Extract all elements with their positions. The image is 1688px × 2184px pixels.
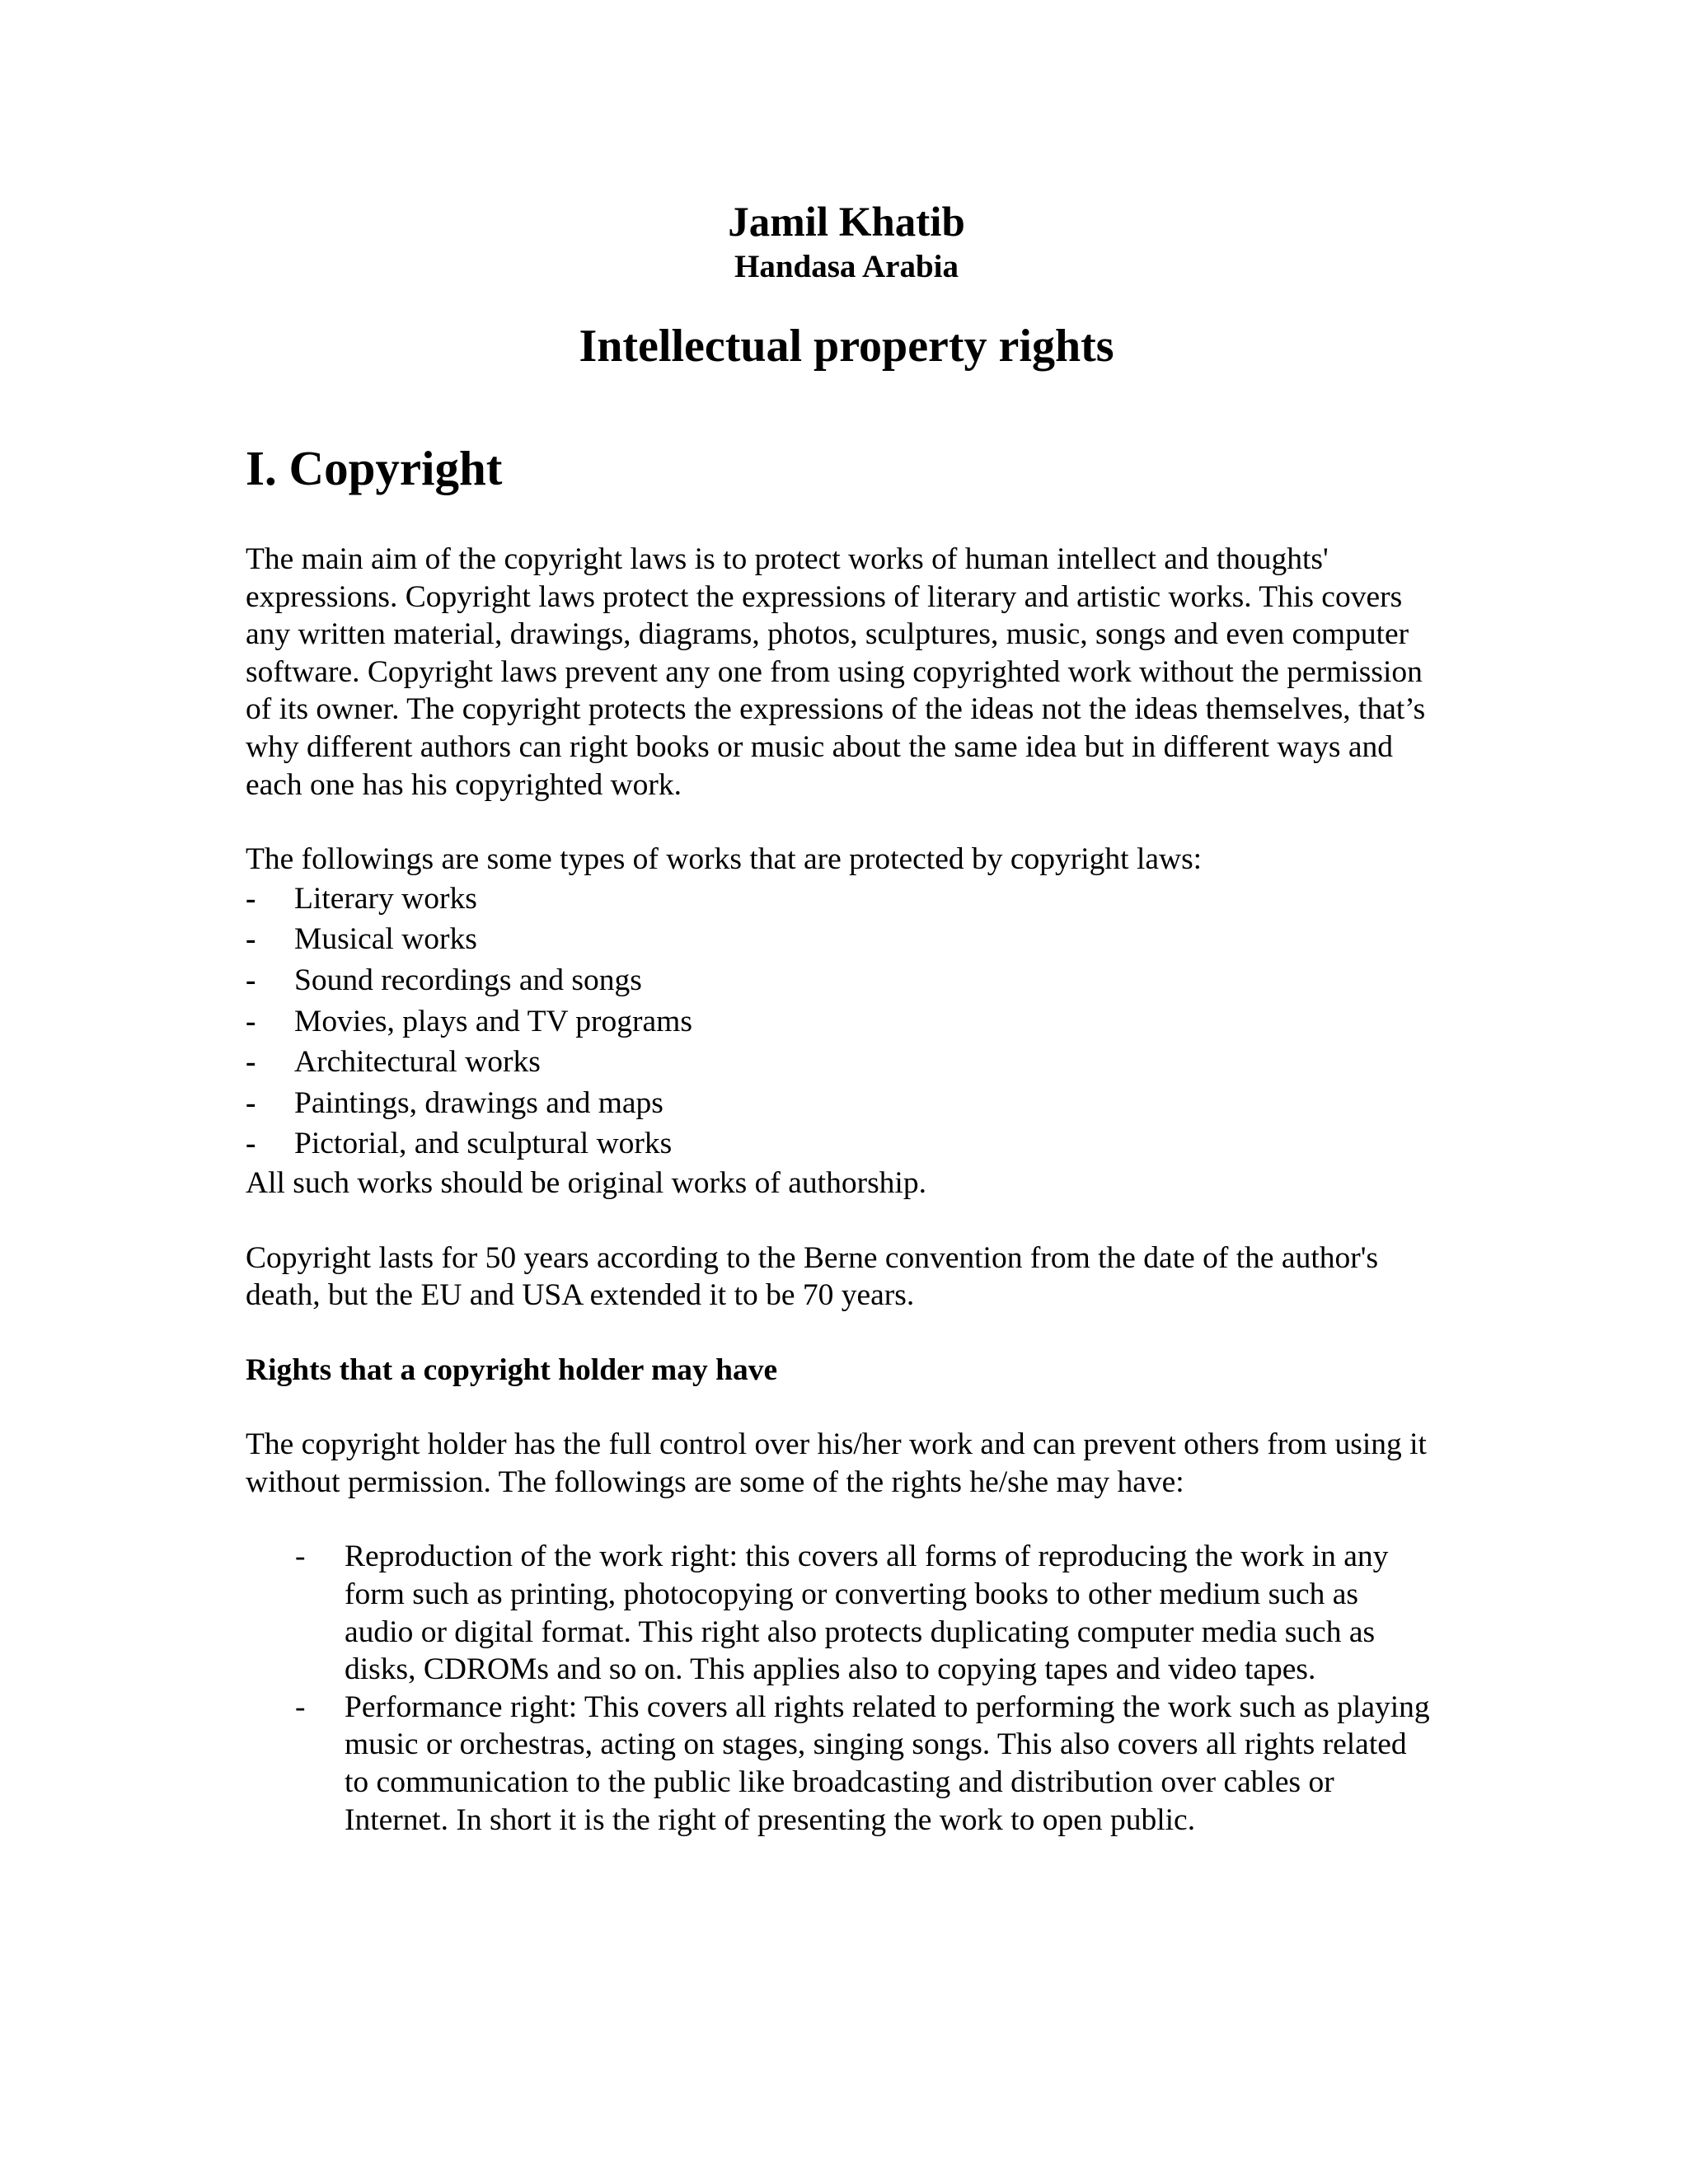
list-item (246, 960, 1432, 1001)
work-types-intro: The followings are some types of works that are protected by copyright laws: (246, 842, 1203, 877)
work-type-label: Architectural works (294, 1045, 541, 1080)
list-item (246, 1001, 1432, 1043)
list-item (246, 1083, 1432, 1124)
rights-heading: Rights that a copyright holder may have (246, 1352, 778, 1387)
bullet-dash: - (295, 1540, 306, 1574)
bullet-dash: - (246, 922, 256, 957)
work-type-label: Sound recordings and songs (294, 963, 642, 997)
work-types-list (246, 879, 1432, 1165)
list-item (246, 1538, 1432, 1688)
bullet-dash: - (295, 1690, 306, 1724)
right-description: Reproduction of the work right: this covers all forms of reproducing the work in any form such as printing, photocopying or converting books to other medium such as audio or digital format. This right also protects duplicating computer media such as disks, CDROMs and so on. This applies also to copying tapes and video tapes. (345, 1540, 1389, 1687)
bullet-dash: - (246, 963, 256, 997)
originality-note: All such works should be original works of authorship. (246, 1165, 926, 1200)
work-type-label: Pictorial, and sculptural works (294, 1127, 673, 1161)
right-description: Performance right: This covers all rights related to performing the work such as playing music or orchestras, acting on stages, singing songs. This also covers all rights related to communication to the public like broadcasting and distribution over cables or Internet. In short it is the right of presenting the work to open public. (345, 1690, 1430, 1837)
bullet-dash: - (246, 1127, 256, 1161)
duration-paragraph: Copyright lasts for 50 years according to the Berne convention from the date of the author's death, but the EU and USA extended it to be 70 years. (246, 1240, 1379, 1313)
list-item (246, 1123, 1432, 1165)
work-type-label: Musical works (294, 922, 477, 957)
section-heading: I. Copyright (246, 441, 503, 495)
work-type-label: Literary works (294, 881, 477, 916)
bullet-dash: - (246, 881, 256, 916)
bullet-dash: - (246, 1085, 256, 1120)
bullet-dash: - (246, 1004, 256, 1038)
holder-paragraph: The copyright holder has the full control over his/her work and can prevent others from using it without permission. The followings are some of the rights he/she may have: (246, 1427, 1427, 1499)
list-item (246, 879, 1432, 920)
work-type-label: Paintings, drawings and maps (294, 1085, 663, 1120)
document-title: Intellectual property rights (579, 321, 1114, 372)
list-item (246, 919, 1432, 960)
intro-paragraph: The main aim of the copyright laws is to protect works of human intellect and thoughts' expressions. Copyright laws protect the expressions of literary and artistic works. This covers any written material, drawings, diagrams, photos, sculptures, music, songs and even computer software. Copyright laws prevent any one from using copyrighted work without the permission of its owner. The copyright protects the expressions of the ideas not the ideas themselves, that’s why different authors can right books or music about the same idea but in different ways and each one has his copyrighted work. (246, 542, 1426, 802)
author-organization: Handasa Arabia (734, 249, 959, 284)
list-item (246, 1042, 1432, 1083)
document-page (246, 198, 1432, 1839)
bullet-dash: - (246, 1045, 256, 1080)
author-name: Jamil Khatib (728, 199, 965, 246)
rights-list (246, 1538, 1432, 1839)
list-item (246, 1689, 1432, 1839)
work-type-label: Movies, plays and TV programs (294, 1004, 692, 1038)
